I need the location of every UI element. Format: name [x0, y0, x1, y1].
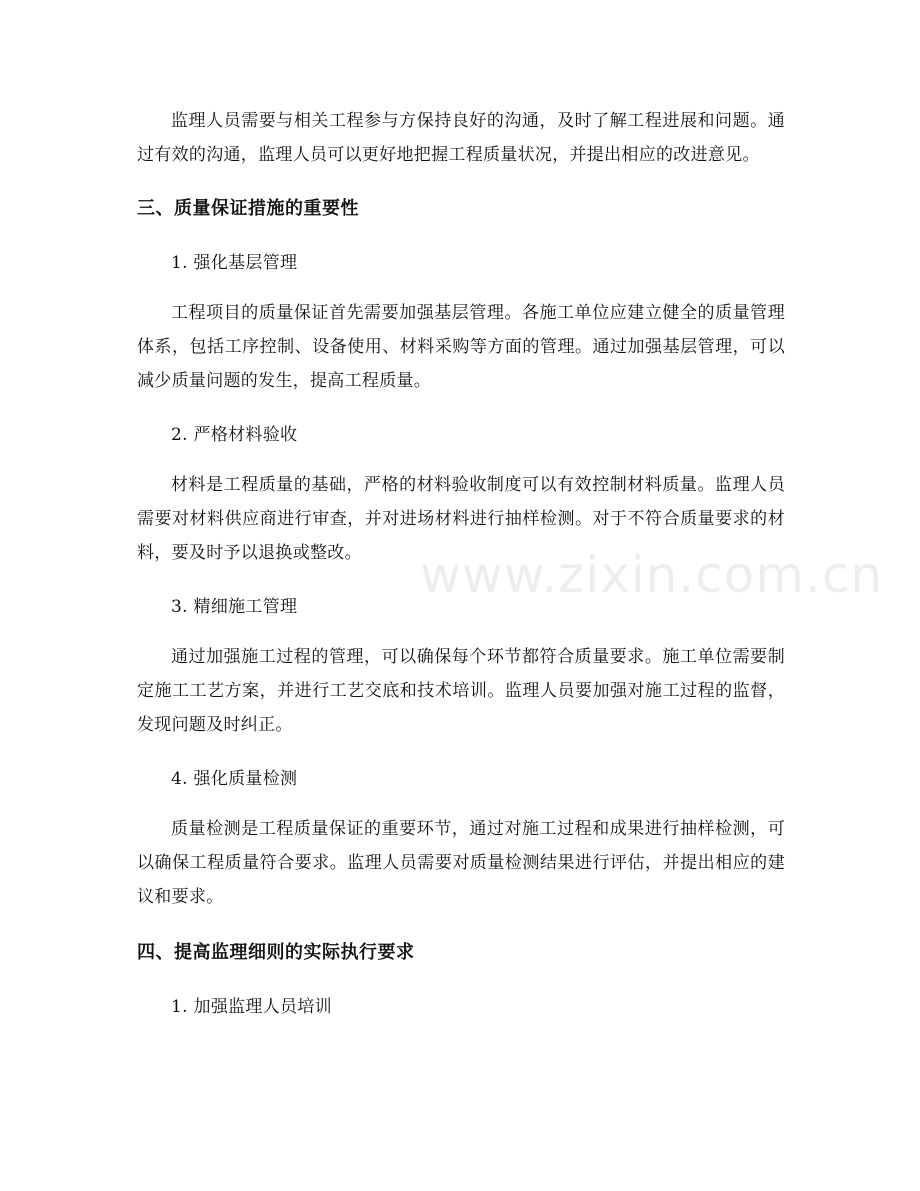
- subheading-4-1: 1. 加强监理人员培训: [171, 997, 332, 1017]
- section-4-heading: 四、提高监理细则的实际执行要求: [137, 942, 415, 963]
- section-3-heading: 三、质量保证措施的重要性: [137, 198, 359, 219]
- paragraph-3-2: 材料是工程质量的基础，严格的材料验收制度可以有效控制材料质量。监理人员需要对材料供应商进行审查，并对进场材料进行抽样检测。对于不符合质量要求的材料，要及时予以退换或整改。: [137, 475, 785, 563]
- paragraph-3-3: 通过加强施工过程的管理，可以确保每个环节都符合质量要求。施工单位需要制定施工工艺方案，并进行工艺交底和技术培训。监理人员要加强对施工过程的监督，发现问题及时纠正。: [137, 647, 785, 735]
- intro-paragraph: 监理人员需要与相关工程参与方保持良好的沟通，及时了解工程进展和问题。通过有效的沟通，监理人员可以更好地把握工程质量状况，并提出相应的改进意见。: [137, 111, 785, 165]
- paragraph-3-1: 工程项目的质量保证首先需要加强基层管理。各施工单位应建立健全的质量管理体系，包括工序控制、设备使用、材料采购等方面的管理。通过加强基层管理，可以减少质量问题的发生，提高工程质量。: [137, 303, 785, 391]
- paragraph-3-4: 质量检测是工程质量保证的重要环节，通过对施工过程和成果进行抽样检测，可以确保工程质量符合要求。监理人员需要对质量检测结果进行评估，并提出相应的建议和要求。: [137, 819, 785, 907]
- subheading-3-1: 1. 强化基层管理: [171, 253, 298, 273]
- subheading-3-3: 3. 精细施工管理: [171, 597, 298, 617]
- subheading-3-2: 2. 严格材料验收: [171, 425, 298, 445]
- watermark: www.zixin.com.cn: [420, 546, 884, 604]
- subheading-3-4: 4. 强化质量检测: [171, 769, 298, 789]
